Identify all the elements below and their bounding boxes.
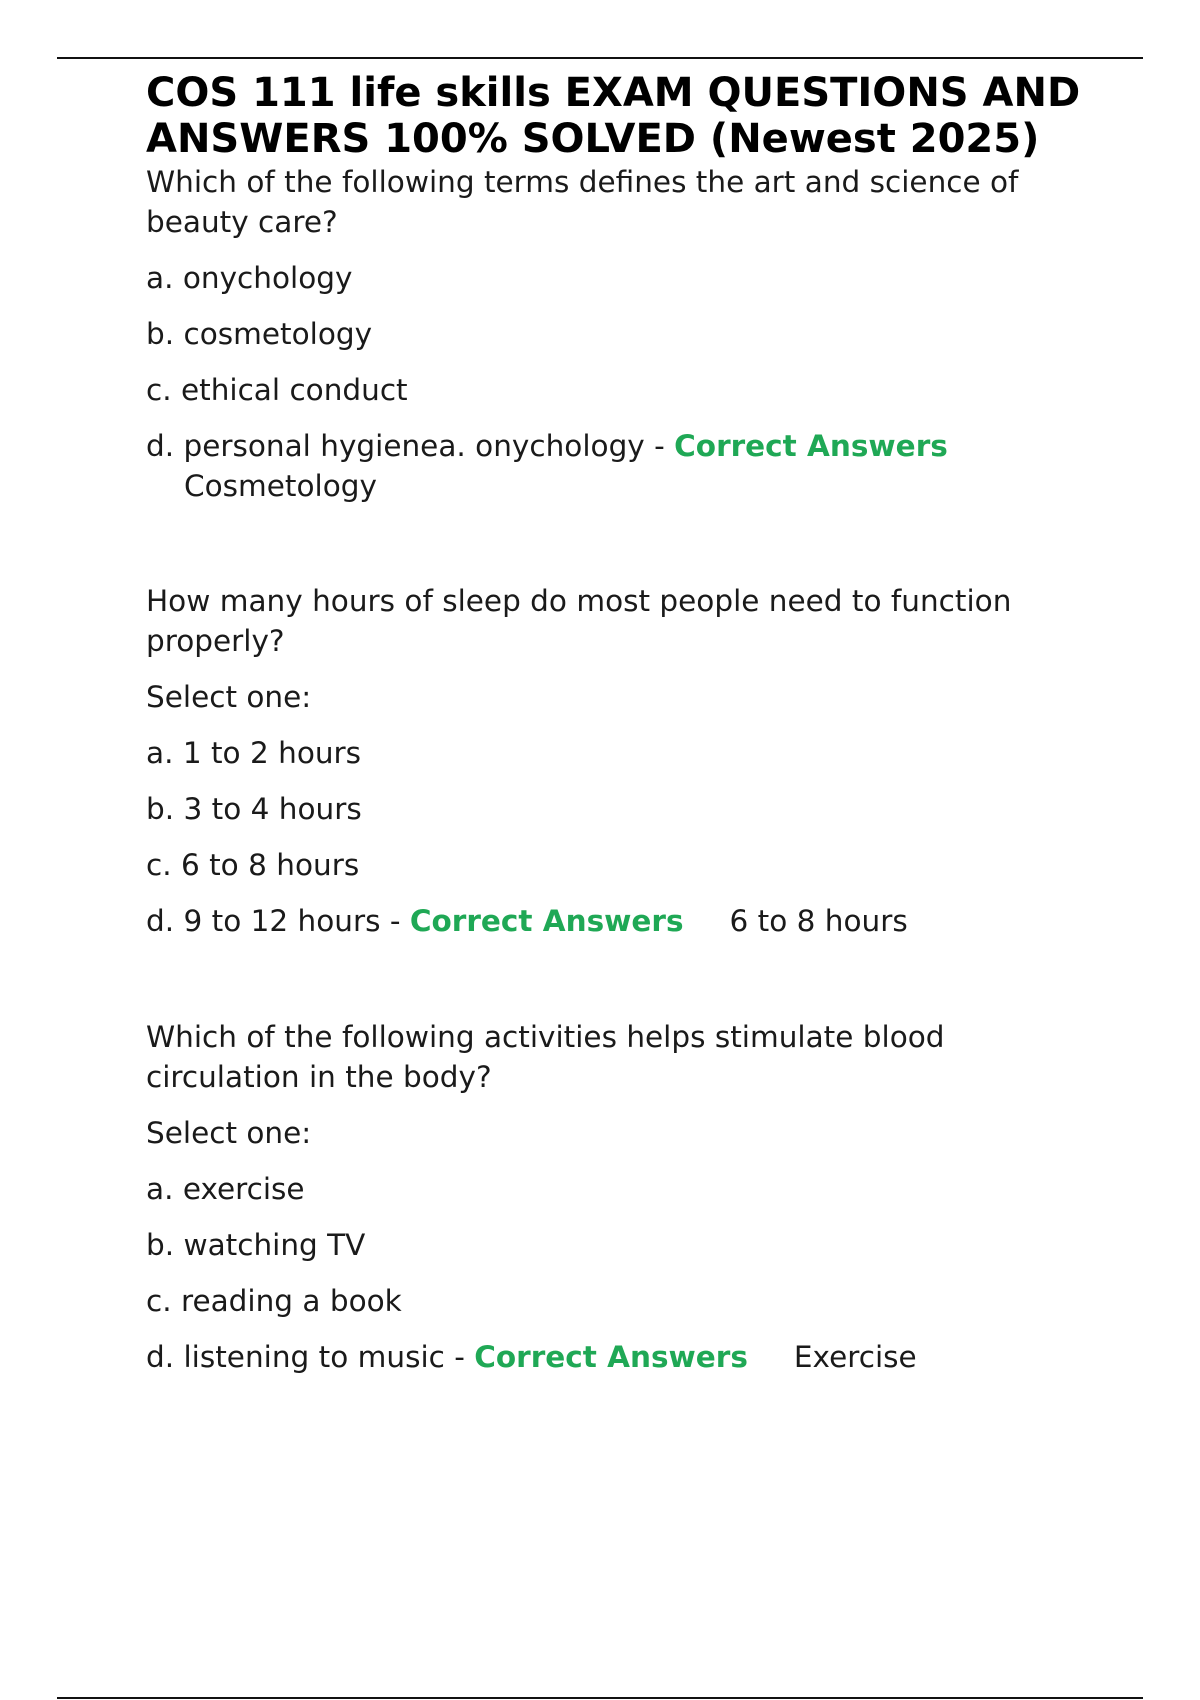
correct-answers-label: Correct Answers	[474, 1340, 748, 1374]
option-b: b. 3 to 4 hours	[146, 792, 362, 826]
question-block-2	[146, 581, 1106, 941]
option-c: c. reading a book	[146, 1284, 402, 1318]
option-a: a. exercise	[146, 1172, 305, 1206]
option-d-with-answer	[146, 426, 1106, 506]
answer-text: Cosmetology	[184, 469, 377, 503]
question-text: Which of the following activities helps stimulate blood circulation in the body?	[146, 1020, 945, 1094]
document-body	[146, 70, 1106, 1377]
option-d: d. personal hygienea. onychology -	[146, 429, 675, 463]
option-a: a. 1 to 2 hours	[146, 736, 362, 770]
option-c: c. 6 to 8 hours	[146, 848, 360, 882]
option-b: b. watching TV	[146, 1228, 366, 1262]
option-c: c. ethical conduct	[146, 373, 408, 407]
correct-answers-label: Correct Answers	[674, 429, 948, 463]
answer-text: Exercise	[793, 1340, 917, 1374]
correct-answers-label: Correct Answers	[409, 904, 684, 938]
select-one-label: Select one:	[146, 680, 312, 714]
question-text: How many hours of sleep do most people need to function properly?	[146, 584, 1012, 658]
option-d-with-answer	[146, 901, 1106, 941]
question-block-1	[146, 162, 1106, 506]
option-d-with-answer	[146, 1337, 1106, 1377]
top-rule	[57, 57, 1143, 59]
question-block-3	[146, 1017, 1106, 1377]
question-text: Which of the following terms defines the art and science of beauty care?	[146, 165, 1019, 239]
option-d: d. 9 to 12 hours -	[146, 904, 410, 938]
document-title: COS 111 life skills EXAM QUESTIONS AND ANSWERS 100% SOLVED (Newest 2025)	[146, 70, 1081, 162]
option-b: b. cosmetology	[146, 317, 373, 351]
bottom-rule	[57, 1697, 1143, 1699]
option-d: d. listening to music -	[146, 1340, 475, 1374]
answer-text: 6 to 8 hours	[729, 904, 908, 938]
select-one-label: Select one:	[146, 1116, 312, 1150]
option-a: a. onychology	[146, 261, 353, 295]
